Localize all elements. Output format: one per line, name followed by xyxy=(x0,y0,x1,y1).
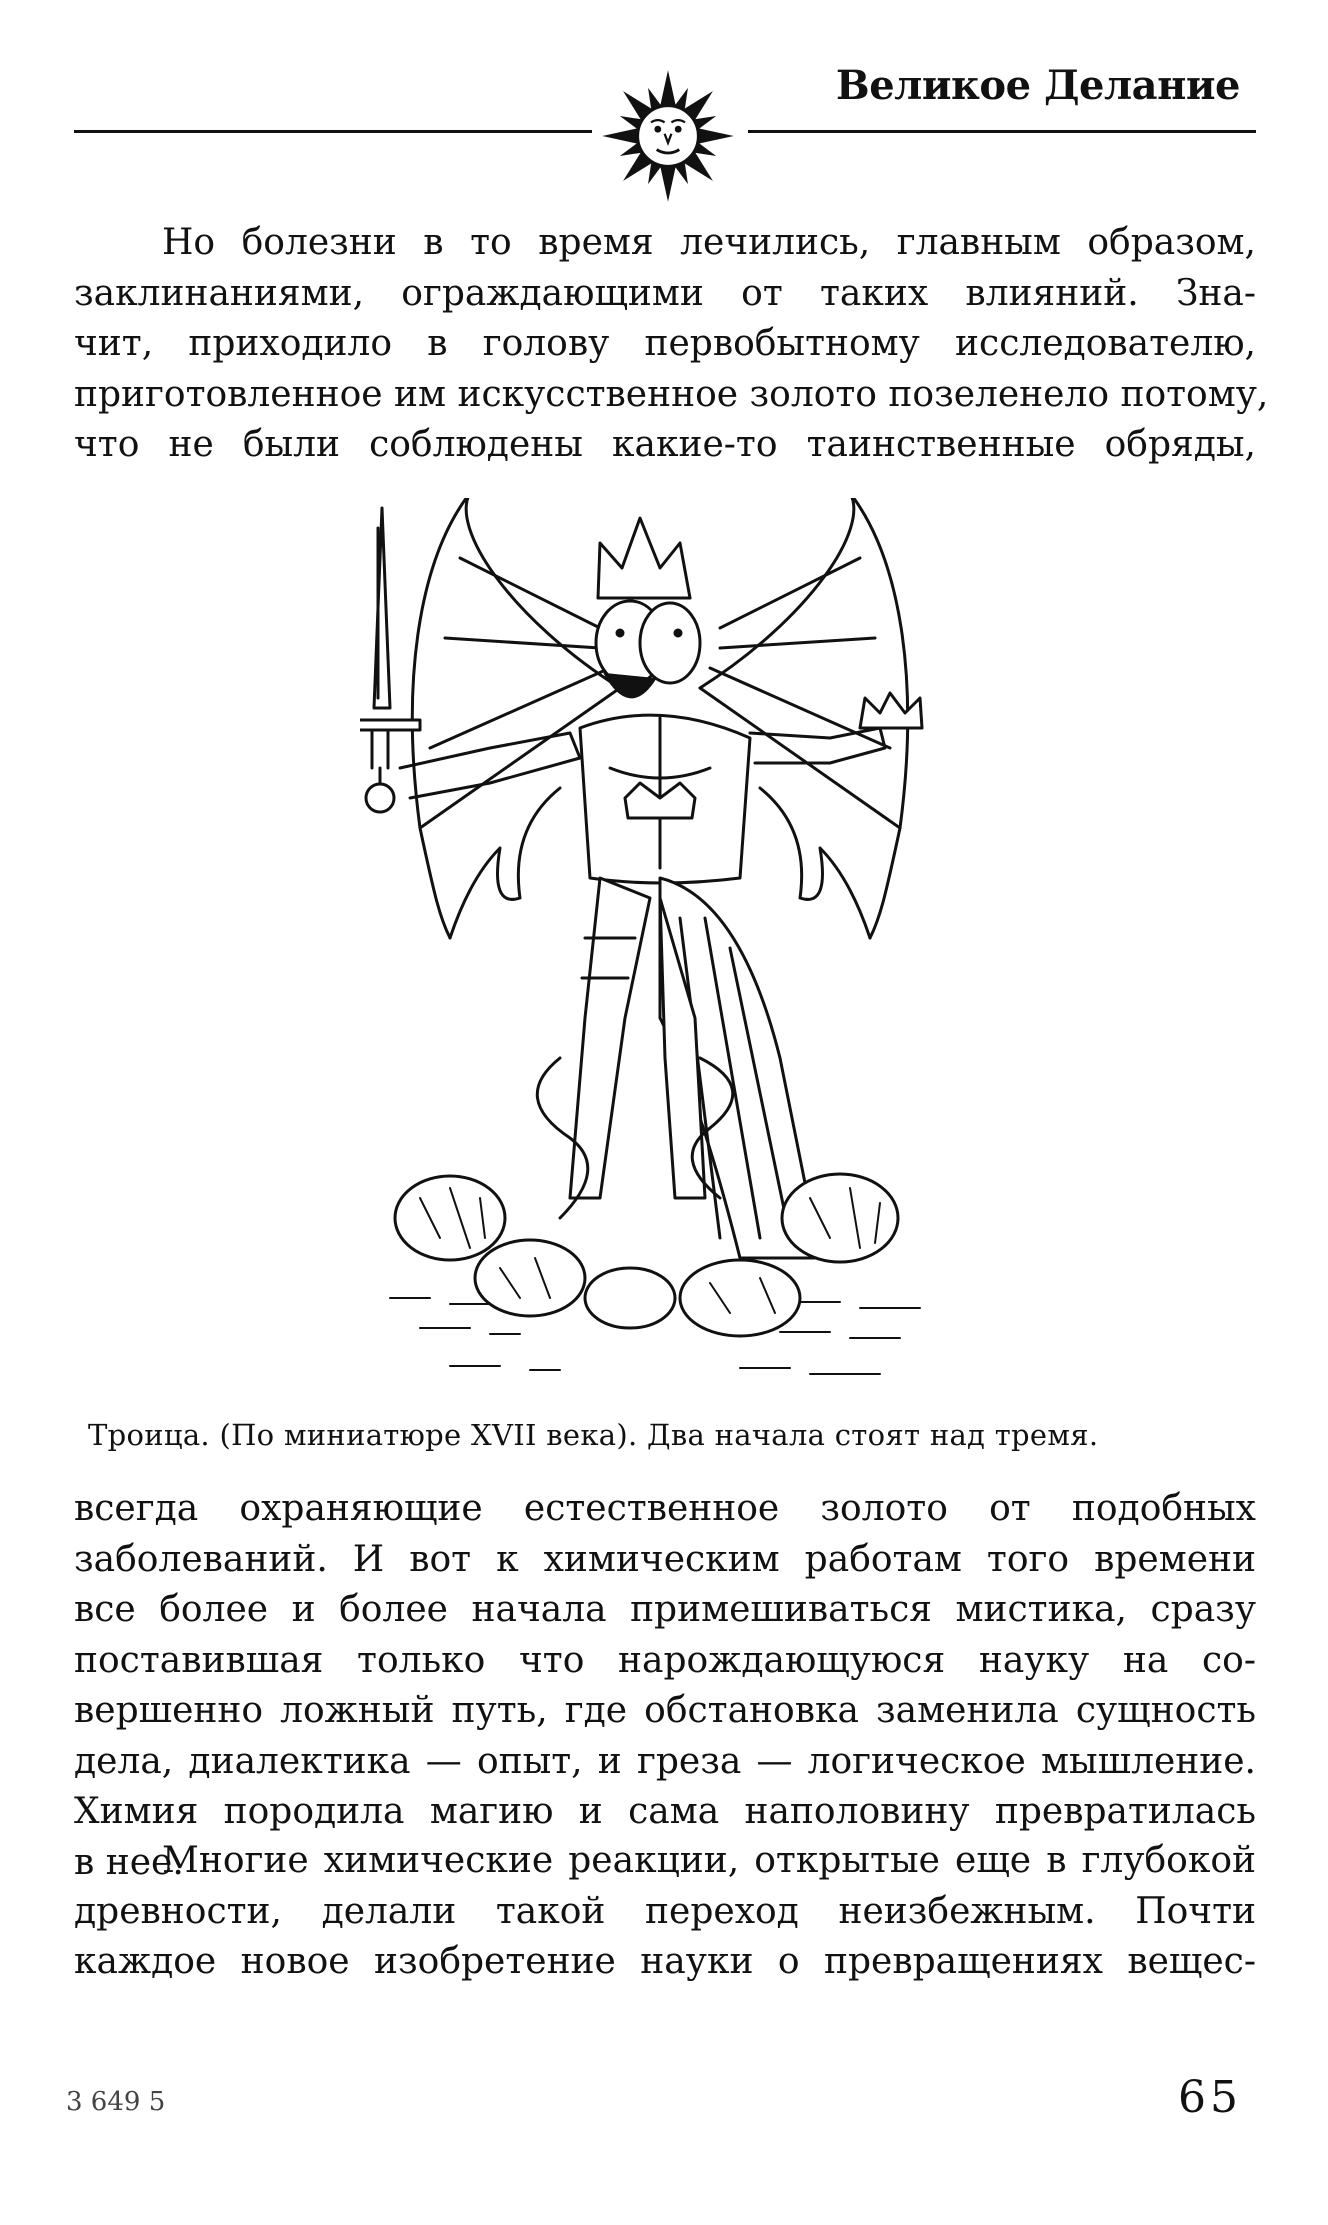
text-line: Химия породила магию и сама наполовину превратилась xyxy=(74,1791,1256,1832)
heads-underfoot xyxy=(395,1174,898,1336)
text-line: чит, приходило в голову первобытному исследователю, xyxy=(74,323,1256,364)
paragraph-2 xyxy=(74,1484,1256,1888)
page-number: 65 xyxy=(1178,2072,1242,2123)
text-line: заболеваний. И вот к химическим работам того времени xyxy=(74,1538,1256,1580)
right-arm xyxy=(750,728,885,763)
text-line: Но болезни в то время лечились, главным образом, xyxy=(162,222,1256,263)
left-arm xyxy=(400,733,580,798)
text-line: в нее. xyxy=(74,1841,184,1883)
text-line: каждое новое изобретение науки о превращениях вещес- xyxy=(74,1941,1256,1982)
text-line: приготовленное им искусственное золото позеленело потому, xyxy=(74,373,1269,415)
printer-signature-mark: 3 649 5 xyxy=(66,2087,166,2117)
text-line: что не были соблюдены какие-то таинственные обряды, xyxy=(74,424,1256,465)
text-line: заклинаниями, ограждающими от таких влияний. Зна- xyxy=(74,272,1256,314)
text-line: дела, диалектика — опыт, и греза — логическое мышление. xyxy=(74,1740,1256,1782)
trinity-figure-illustration xyxy=(360,498,960,1390)
crowned-heads xyxy=(596,518,700,697)
sun-icon xyxy=(600,68,736,204)
text-line: Многие химические реакции, открытые еще в глубокой xyxy=(162,1840,1256,1881)
text-line: все более и более начала примешиваться мистика, сразу xyxy=(74,1589,1256,1630)
header-rule-left xyxy=(74,130,592,133)
torso xyxy=(580,715,750,883)
paragraph-1 xyxy=(74,218,1269,471)
orb-crown xyxy=(860,693,922,728)
text-line: всегда охраняющие естественное золото от подобных xyxy=(74,1488,1256,1529)
paragraph-3 xyxy=(74,1836,1256,1988)
text-line: вершенно ложный путь, где обстановка заменила сущность xyxy=(74,1690,1256,1731)
running-title: Великое Делание xyxy=(835,62,1240,109)
text-line: поставившая только что нарождающуюся науку на со- xyxy=(74,1639,1256,1681)
header-rule-right xyxy=(748,130,1256,133)
text-line: древности, делали такой переход неизбежным. Почти xyxy=(74,1890,1256,1932)
figure-caption: Троица. (По миниатюре XVII века). Два начала стоят над тремя. xyxy=(88,1418,1099,1452)
